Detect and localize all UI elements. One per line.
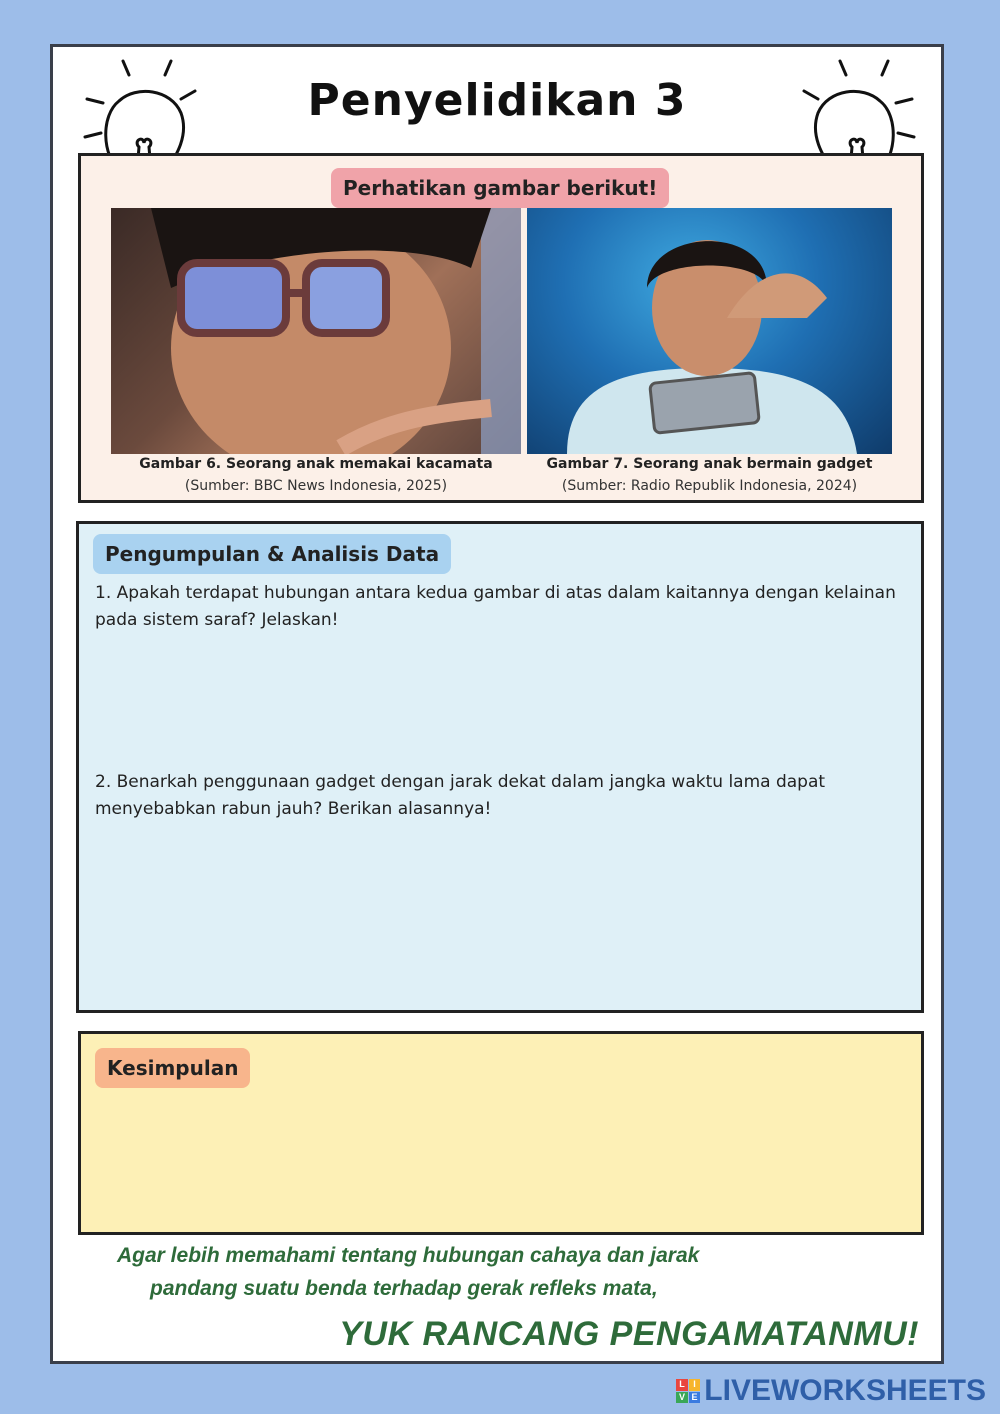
image-source-7: (Sumber: Radio Republik Indonesia, 2024)	[561, 478, 858, 494]
answer-2-field[interactable]	[111, 830, 905, 1004]
photo-child-gadget	[527, 208, 892, 454]
brand-name: LIVEWORKSHEETS	[704, 1374, 986, 1407]
conclusion-label: Kesimpulan	[95, 1048, 250, 1088]
conclusion-field[interactable]	[101, 1098, 905, 1227]
analysis-section	[76, 521, 924, 1013]
image-caption-7: Gambar 7. Seorang anak bermain gadget	[546, 456, 873, 472]
observation-section	[78, 153, 924, 503]
worksheet-page	[50, 44, 944, 1364]
liveworksheets-logo-icon: L I V E	[676, 1379, 700, 1403]
page-title: Penyelidikan 3	[307, 75, 687, 126]
image-caption-6: Gambar 6. Seorang anak memakai kacamata	[139, 456, 493, 472]
photo-child-glasses	[111, 208, 521, 454]
answer-1-field[interactable]	[111, 640, 905, 764]
observation-label: Perhatikan gambar berikut!	[331, 168, 669, 208]
footer-text-line-2: pandang suatu benda terhadap gerak refleks mata,	[150, 1277, 658, 1300]
question-2: 2. Benarkah penggunaan gadget dengan jarak dekat dalam jangka waktu lama dapat menyebabkan rabun jauh? Berikan alasannya!	[95, 772, 826, 819]
conclusion-section	[78, 1031, 924, 1235]
footer-text-line-1: Agar lebih memahami tentang hubungan cahaya dan jarak	[117, 1244, 700, 1267]
liveworksheets-brand[interactable]	[676, 1374, 986, 1408]
question-1: 1. Apakah terdapat hubungan antara kedua gambar di atas dalam kaitannya dengan kelainan pada sistem saraf? Jelaskan!	[95, 583, 896, 630]
image-source-6: (Sumber: BBC News Indonesia, 2025)	[184, 478, 448, 494]
call-to-action: YUK RANCANG PENGAMATANMU!	[339, 1315, 919, 1353]
analysis-label: Pengumpulan & Analisis Data	[93, 534, 451, 574]
